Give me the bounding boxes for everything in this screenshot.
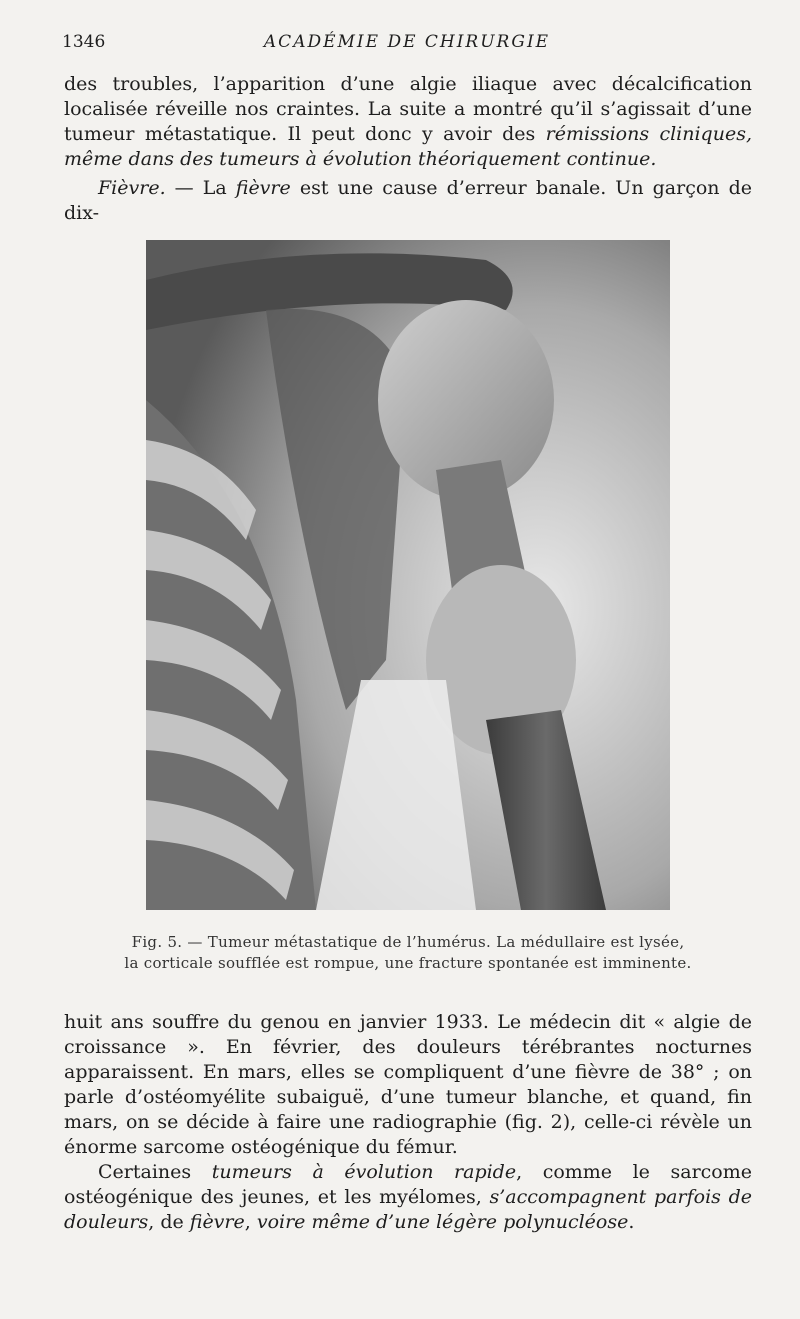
paragraph-1-text: des troubles, l’apparition d’une algie iliaque avec décalcification localisée réveille nos craintes. La suite a montré qu’il s’agissait d’une tumeur métastatique. Il peut donc y avoir des xyxy=(64,73,752,145)
fievre-label: Fièvre. xyxy=(98,177,166,199)
caption-line-2: la corticale soufflée est rompue, une fracture spontanée est imminente. xyxy=(124,954,692,972)
page-header xyxy=(62,30,752,54)
radiograph-figure xyxy=(146,240,670,910)
paragraph-4-italic-b: s’accompagnent parfois de douleurs xyxy=(64,1186,753,1233)
paragraph-4-text-e: . xyxy=(628,1211,635,1233)
running-head: ACADÉMIE DE CHIRURGIE xyxy=(263,32,551,52)
paragraph-2-dash: — La xyxy=(165,177,236,199)
paragraph-4-italic-d: voire même d’une légère polynucléose xyxy=(256,1211,629,1233)
paragraph-1-italic: rémissions cliniques, même dans des tumeurs à évolution théoriquement continue. xyxy=(64,123,752,170)
paragraph-4-text-b: , comme le sarcome ostéogénique des jeunes, et les myélomes, xyxy=(64,1161,752,1208)
caption-line-1: Fig. 5. — Tumeur métastatique de l’humérus. La médullaire est lysée, xyxy=(131,933,685,951)
page-number: 1346 xyxy=(62,32,106,52)
paragraph-4-text-a: Certaines xyxy=(98,1161,212,1183)
paragraph-2-italic: fièvre xyxy=(235,177,291,199)
paragraph-3: huit ans souffre du genou en janvier 1933. Le médecin dit « algie de croissance ». En février, des douleurs térébrantes nocturnes apparaissent. En mars, elles se compliquent d’une fièvre de 38° ; on parle d’ostéomyélite subaiguë, d’une tumeur blanche, et quand, fin mars, on se décide à faire une radiographie (fig. 2), celle-ci révèle un énorme sarcome ostéogénique du fémur. xyxy=(64,1011,752,1158)
figure-caption xyxy=(64,932,752,974)
paragraph-4-italic-a: tumeurs à évolution rapide xyxy=(211,1161,517,1183)
paragraph-4-text-c: , de xyxy=(148,1211,190,1233)
humerus-radiograph-image xyxy=(146,240,670,910)
paragraph-4 xyxy=(64,1160,752,1235)
paragraph-2-text: est une cause d’erreur banale. Un garçon de dix- xyxy=(64,177,752,224)
paragraph-4-text-d: , xyxy=(244,1211,257,1233)
paragraph-4-italic-c: fièvre xyxy=(189,1211,245,1233)
paragraph-2 xyxy=(64,176,752,226)
paragraph-1 xyxy=(64,72,752,172)
